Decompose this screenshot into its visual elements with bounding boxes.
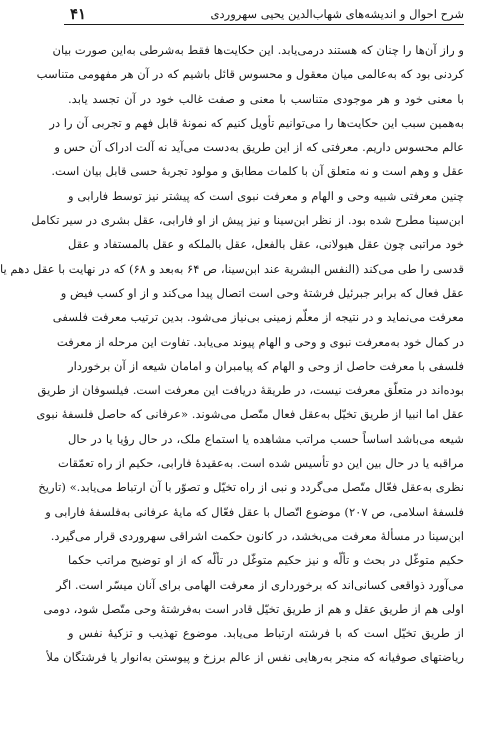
text-line: فلسفهٔ اسلامی، ص ۲۰۷) موضوع اتّصال با عقل فعّال که مایهٔ عرفانی به‌فلسفهٔ فارابی و (45, 504, 464, 519)
text-line: قدسی را طی می‌کند (النفس البشریة عند ابن‌سینا، ص ۶۴ به‌بعد و ۶۸) که در نهایت با عقل دهم یا (0, 261, 464, 276)
text-line: ابن‌سینا مطرح شده بود. از نظر ابن‌سینا و نیز پیش از او فارابی، عقل بشری در سیر تکامل (31, 213, 464, 228)
text-line: با معنی خود و هر موجودی متناسب با معنی و صفت غالب خود در آن تجسد یابد. (68, 91, 464, 106)
text-line: معرفت می‌نماید و در نتیجه از معلّم زمینی بی‌نیاز می‌شود. بدین ترتیب معرفت فلسفی (52, 310, 464, 325)
text-line: در کمال خود به‌معرفت نبوی و وحی و الهام پیوند می‌یابد. تفاوت این مرحله از معرفت (56, 334, 464, 349)
text-line: کردنی بود که به‌عالمی میان معقول و محسوس قائل باشیم که در آن هر مفهومی متناسب (36, 67, 464, 82)
text-line: به‌همین سبب این حکایت‌ها را می‌توانیم تأویل کنیم که نمونهٔ قابل فهم و تجربی آن را در (49, 115, 464, 130)
text-line: چنین معرفتی شبیه وحی و الهام و معرفت نبوی است که پیشتر نیز توسط فارابی و (68, 188, 464, 203)
text-line: مراقبه یا در حال بین این دو تأسیس شده است. به‌عقیدهٔ فارابی، حکیم از راه تعمّقات (58, 456, 464, 471)
page-number: ۴۱ (70, 5, 87, 23)
text-line: بوده‌اند در متعلّق معرفت نیست، در طریقهٔ دریافت این معرفت است. فیلسوفان از طریق (37, 383, 464, 398)
text-line: از طریق تخیّل است که با فرشته ارتباط می‌یابد. موضوع تهذیب و تزکیهٔ نفس و (68, 626, 464, 641)
text-line: عقل و وهم است و نه متعلق آن با کلمات مطابق و مولود تجربهٔ حسی قابل بیان است. (51, 164, 464, 179)
text-line: عالم محسوس داریم. معرفتی که از این طریق به‌دست می‌آید نه آلت ادراک آن حس و (54, 140, 464, 155)
running-title: شرح احوال و اندیشه‌های شهاب‌الدین یحیی سهروردی (210, 7, 464, 21)
text-line: می‌آورد ذواقعی کسانی‌اند که برخورداری از معرفت الهامی برای آنان میسّر است. اگر (56, 577, 464, 592)
running-header (64, 4, 464, 25)
text-line: اولی هم از طریق عقل و هم از طریق تخیّل قادر است به‌فرشتهٔ وحی متّصل شود، دومی (43, 601, 464, 616)
text-line: فلسفی با معرفت حاصل از وحی و الهام که پیامبران و امامان شیعه از آن برخوردار (68, 358, 464, 373)
text-line: شیعه می‌باشد اساساً حسب مراتب مشاهده یا استماع ملک، در حال رؤیا یا در حال (68, 431, 464, 446)
text-line: عقل اما انبیا از طریق تخیّل به‌عقل فعال متّصل می‌شوند. «عرفانی که حاصل فلسفهٔ نبوی (36, 407, 464, 422)
text-line: حکیم متوغّل در بحث و تألّه و نیز حکیم متوغّل در تألّه که از او توضیح مراتب حکما (68, 553, 464, 568)
text-line: عقل فعال که برابر جبرئیل فرشتهٔ وحی است اتصال پیدا می‌کند و از او کسب فیض و (60, 285, 464, 300)
text-line: خود مراتبی چون عقل هیولانی، عقل بالفعل، عقل بالملکه و عقل بالمستفاد و عقل (68, 237, 464, 252)
body-text (0, 38, 464, 670)
text-line: ابن‌سینا در مسألهٔ معرفت می‌بخشد، در کانون حکمت اشراقی سهروردی قرار می‌گیرد. (50, 528, 464, 543)
text-line: و راز آن‌ها را چنان که هستند درمی‌یابد. این حکایت‌ها فقط به‌شرطی به‌این صورت بیان (52, 43, 464, 57)
text-line: نظری به‌عقل فعّال متّصل می‌گردد و نبی از راه تخیّل و تصوّر با آن ارتباط می‌یابد.» (تاریخ (38, 480, 464, 495)
text-line: ریاضتهای صوفیانه که منجر به‌رهایی نفس از عالم برزخ و پیوستن به‌انوار یا فرشتگان ملأ (46, 650, 464, 665)
